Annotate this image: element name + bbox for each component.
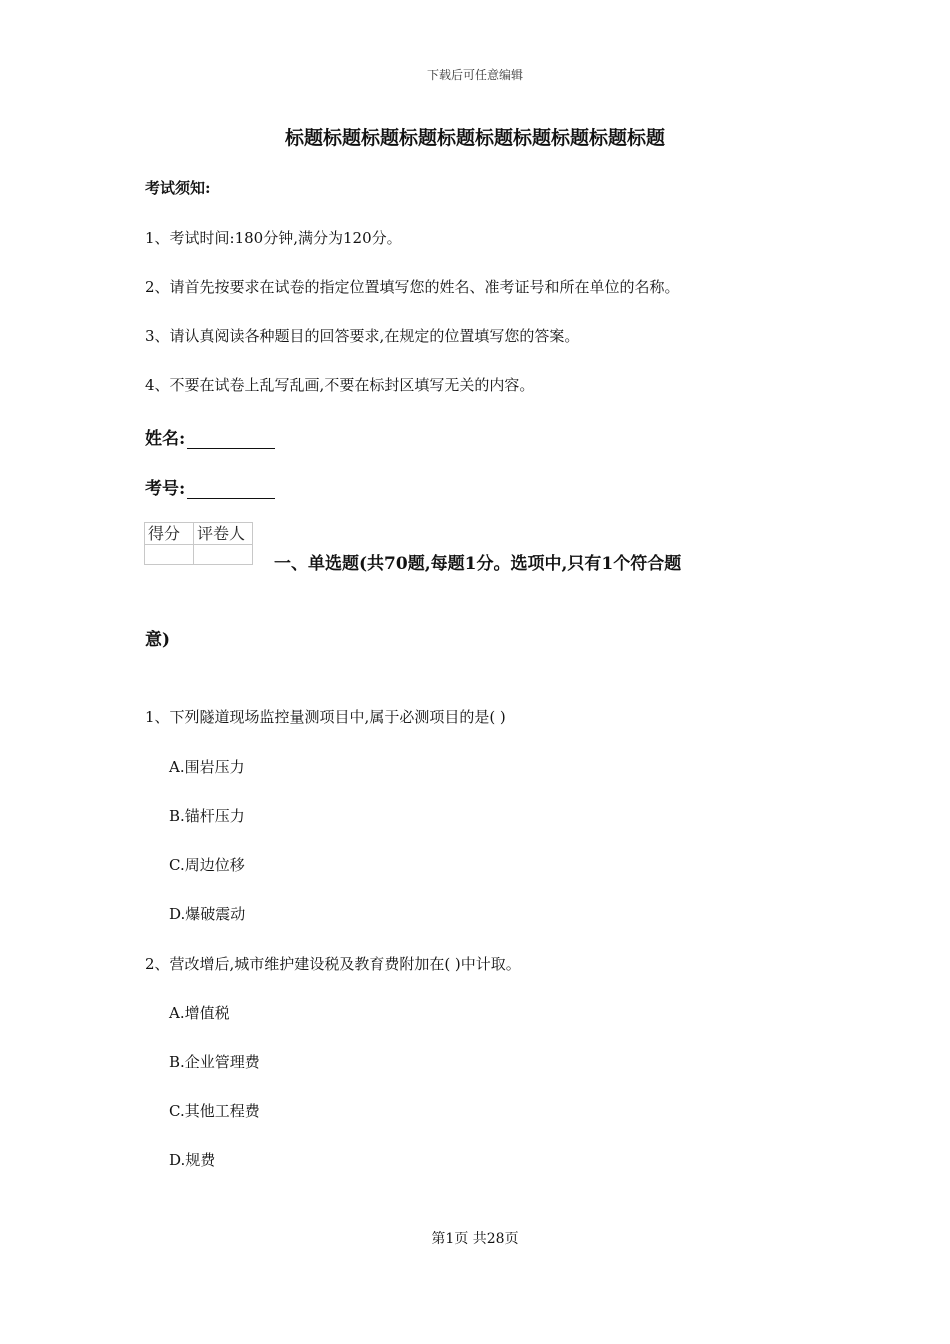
- id-label: 考号:: [145, 479, 186, 499]
- name-label: 姓名:: [145, 429, 186, 449]
- score-header-cell: 得分: [145, 523, 194, 545]
- option-d: D.爆破震动: [169, 905, 246, 923]
- score-table-header-row: [145, 523, 253, 545]
- option-a: A.增值税: [169, 1004, 230, 1022]
- header-note: 下载后可任意编辑: [426, 68, 523, 82]
- name-blank-line: [187, 430, 275, 449]
- option-b: B.企业管理费: [169, 1053, 260, 1071]
- id-field: [145, 474, 275, 499]
- name-field: [145, 424, 275, 449]
- score-blank-cell: [145, 545, 194, 565]
- score-table-blank-row: [145, 545, 253, 565]
- option-c: C.周边位移: [169, 856, 245, 874]
- option-b: B.锚杆压力: [169, 807, 245, 825]
- page-footer: 第1页 共28页: [431, 1231, 519, 1247]
- option-a: A.围岩压力: [169, 758, 245, 776]
- option-c: C.其他工程费: [169, 1102, 260, 1120]
- notice-heading: 考试须知:: [145, 179, 211, 197]
- question-text: 2、营改增后,城市维护建设税及教育费附加在( )中计取。: [145, 955, 521, 973]
- notice-item: 1、考试时间:180分钟,满分为120分。: [145, 229, 402, 247]
- score-table: [144, 522, 253, 565]
- section-title: 一、单选题(共70题,每题1分。选项中,只有1个符合题: [274, 554, 682, 574]
- notice-item: 3、请认真阅读各种题目的回答要求,在规定的位置填写您的答案。: [145, 327, 580, 345]
- option-d: D.规费: [169, 1151, 216, 1169]
- notice-item: 2、请首先按要求在试卷的指定位置填写您的姓名、准考证号和所在单位的名称。: [145, 278, 680, 296]
- document-title: 标题标题标题标题标题标题标题标题标题标题: [284, 127, 665, 149]
- id-blank-line: [187, 480, 275, 499]
- grader-blank-cell: [194, 545, 253, 565]
- section-title-continued: 意): [145, 630, 171, 650]
- grader-header-cell: 评卷人: [194, 523, 253, 545]
- notice-item: 4、不要在试卷上乱写乱画,不要在标封区填写无关的内容。: [145, 376, 535, 394]
- question-text: 1、下列隧道现场监控量测项目中,属于必测项目的是( ): [145, 708, 506, 726]
